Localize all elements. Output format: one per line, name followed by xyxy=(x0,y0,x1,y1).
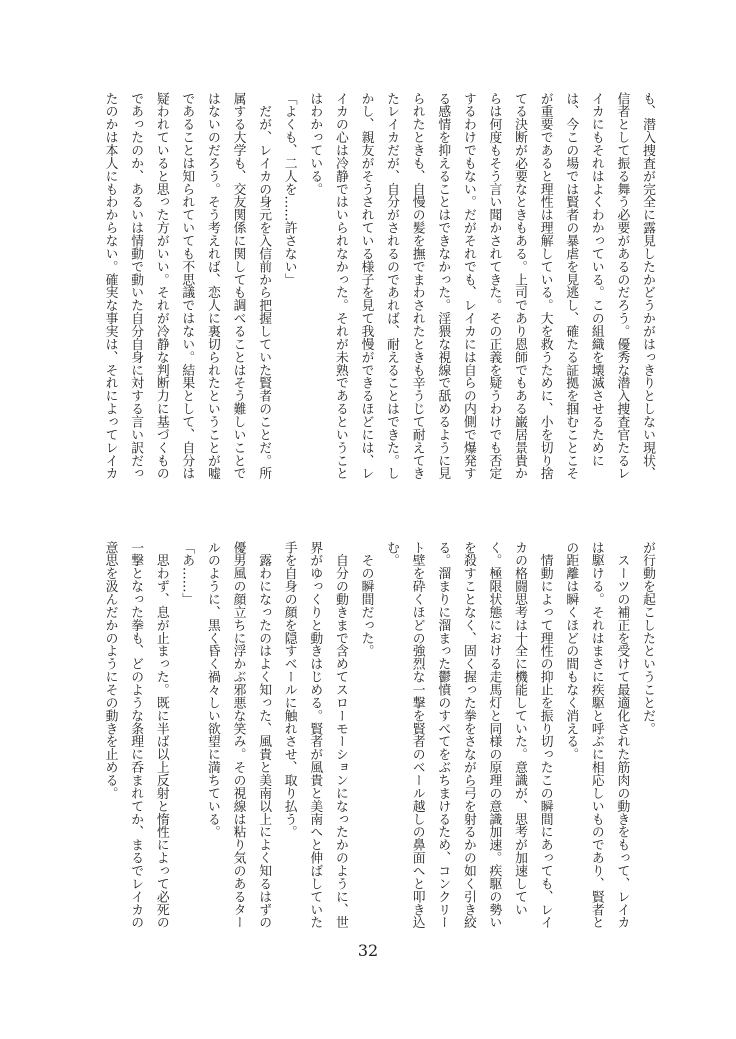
text-column: む。 xyxy=(384,541,400,567)
text-column: 「よくも、二人を……許さない」 xyxy=(281,92,297,286)
text-column: が重要であると理性は理解している。大を救うために、小を切り捨 xyxy=(537,92,553,480)
text-column: スーツの補正を受けて最適化された筋肉の動きをもって、レイカ xyxy=(614,541,630,929)
text-column: 情動によって理性の抑止を振り切ったこの瞬間にあっても、レイ xyxy=(537,541,553,929)
text-column: が行動を起こしたということだ。 xyxy=(640,541,655,735)
text-column: だが、レイカの身元を入信前から把握していた賢者のことだ。所 xyxy=(256,92,272,480)
text-column: らは何度もそう言い聞かされてきた。その正義を疑うわけでも否定 xyxy=(486,92,502,480)
text-column: 信者として振る舞う必要があるのだろう。優秀な潜入捜査官たるレ xyxy=(614,92,630,480)
page-number: 32 xyxy=(357,941,379,960)
text-column: 一撃となった拳も、どのような条理に呑まれてか、まるでレイカの xyxy=(128,541,144,929)
text-column: イカにもそれはよくわかっている。この組織を壊滅させるために xyxy=(588,92,604,467)
text-column: を殺すことなく、固く握った拳をさながら弓を射るかの如く引き絞 xyxy=(460,541,476,929)
text-column: 優男風の顔立ちに浮かぶ邪悪な笑み。その視線は粘り気のあるター xyxy=(230,541,246,929)
text-column: は、今この場では賢者の暴虐を見逃し、確たる証拠を掴むことこそ xyxy=(563,92,579,480)
text-column: たレイカだが、自分がされるのであれば、耐えることはできた。し xyxy=(384,92,400,480)
text-column: 露わになったのはよく知った、風貴と美南以上によく知るはずの xyxy=(256,541,272,929)
text-column: であったのか、あるいは情動で動いた自分自身に対する言い訳だっ xyxy=(128,92,144,480)
text-column: するわけでもない。だがそれでも、レイカには自らの内側で爆発す xyxy=(460,92,476,480)
text-column: はわかっている。 xyxy=(307,92,323,196)
upper-text-block xyxy=(97,92,660,480)
text-column: その瞬間だった。 xyxy=(358,541,374,658)
text-column: は駆ける。それはまさに疾駆と呼ぶに相応しいものであり、賢者と xyxy=(588,541,604,929)
text-column: かし、親友がそうされている様子を見て我慢ができるほどには、レ xyxy=(358,92,374,480)
text-column: 意思を汲んだかのようにその動きを止める。 xyxy=(102,541,118,800)
text-column: る。溜まりに溜まった鬱憤のすべてをぶちまけるため、コンクリー xyxy=(435,541,451,929)
text-column: る感情を抑えることはできなかった。淫猥な視線で舐めるように見 xyxy=(435,92,451,480)
text-column: イカの心は冷静ではいられなかった。それが未熟であるということ xyxy=(332,92,348,480)
text-column: られたときも、自慢の髪を撫でまわされたときも辛うじて耐えてき xyxy=(409,92,425,480)
text-column: く。極限状態における走馬灯と同様の原理の意識加速。疾駆の勢い xyxy=(486,541,502,929)
text-column: 自分の動きまで含めてスローモーションになったかのように、世 xyxy=(332,541,348,929)
text-column: の距離は瞬くほどの間もなく消える。 xyxy=(563,541,579,761)
text-column: 思わず、息が止まった。既に半ば以上反射と惰性によって必死の xyxy=(153,541,169,929)
text-column: 界がゆっくりと動きはじめる。賢者が風貴と美南へと伸ばしていた xyxy=(307,541,323,929)
text-column: てる決断が必要なときもある。上司であり恩師でもある巌居景貴か xyxy=(512,92,528,480)
text-column: 「あ……」 xyxy=(179,541,195,606)
text-column: も、潜入捜査が完全に露見したかどうかがはっきりとしない現状、 xyxy=(640,92,655,480)
text-column: ルのように、黒く昏く禍々しい欲望に満ちている。 xyxy=(204,541,220,839)
text-column: たのかは本人にもわからない。確実な事実は、それによってレイカ xyxy=(102,92,118,480)
text-column: ト壁を砕くほどの強烈な一撃を賢者のベール越しの鼻面へと叩き込 xyxy=(409,541,425,929)
text-column: カの格闘思考は十全に機能していた。意識が、思考が加速してい xyxy=(512,541,528,916)
text-column: はないのだろう。そう考えれば、恋人に裏切られたということが嘘 xyxy=(204,92,220,480)
text-column: 手を自身の顔を隠すベールに触れさせ、取り払う。 xyxy=(281,541,297,839)
text-column: 疑われていると思った方がいい。それが冷静な判断力に基づくもの xyxy=(153,92,169,480)
text-column: であることは知られていても不思議ではない。結果として、自分は xyxy=(179,92,195,480)
lower-text-block xyxy=(97,541,660,929)
text-column: 属する大学も、交友関係に関しても調べることはそう難しいことで xyxy=(230,92,246,480)
